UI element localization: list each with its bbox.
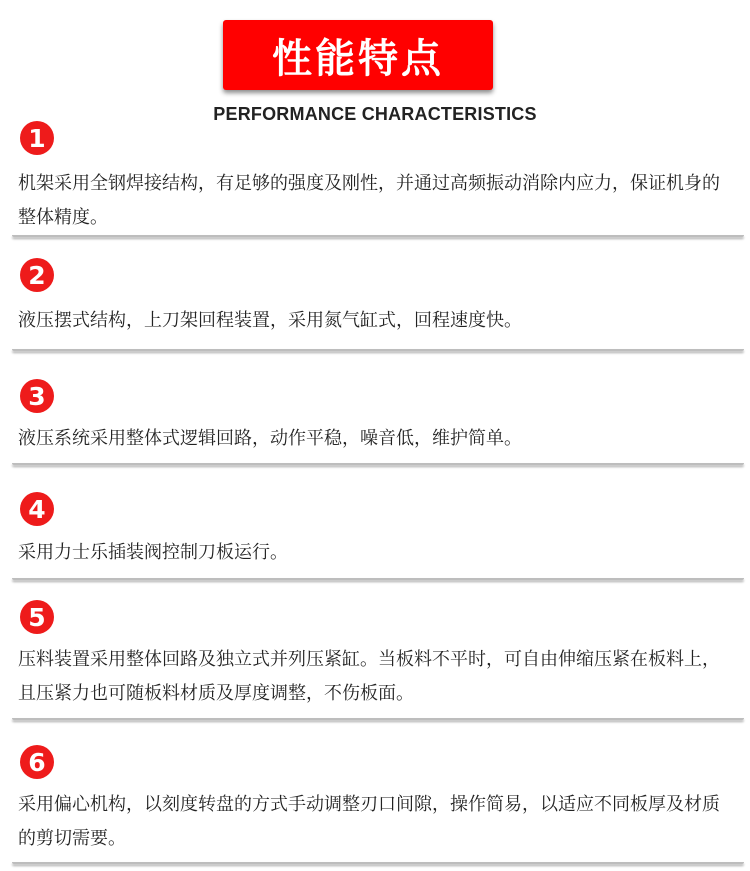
- number-5-icon: 5: [20, 600, 54, 634]
- page-subtitle: PERFORMANCE CHARACTERISTICS: [213, 104, 537, 124]
- divider: [12, 463, 744, 465]
- number-6-icon: 6: [20, 745, 54, 779]
- divider: [12, 349, 744, 351]
- divider: [12, 235, 744, 237]
- feature-text-3: 液压系统采用整体式逻辑回路，动作平稳，噪音低，维护简单。: [18, 428, 522, 449]
- title-banner: [223, 20, 493, 90]
- feature-text-6: 采用偏心机构，以刻度转盘的方式手动调整刃口间隙，操作简易，以适应不同板厚及材质的剪切需要。: [18, 794, 720, 849]
- divider: [12, 862, 744, 864]
- feature-text-4: 采用力士乐插装阀控制刀板运行。: [18, 542, 288, 563]
- divider: [12, 718, 744, 720]
- number-3-icon: 3: [20, 379, 54, 413]
- divider: [12, 578, 744, 580]
- number-2-icon: 2: [20, 258, 54, 292]
- number-4-icon: 4: [20, 492, 54, 526]
- number-1-icon: 1: [20, 121, 54, 155]
- feature-text-1: 机架采用全钢焊接结构，有足够的强度及刚性，并通过高频振动消除内应力，保证机身的整体精度。: [18, 173, 720, 228]
- page-title: 性能特点: [272, 35, 444, 82]
- feature-text-2: 液压摆式结构，上刀架回程装置，采用氮气缸式，回程速度快。: [18, 310, 522, 331]
- feature-text-5: 压料装置采用整体回路及独立式并列压紧缸。当板料不平时，可自由伸缩压紧在板料上，且压紧力也可随板料材质及厚度调整，不伤板面。: [18, 649, 720, 704]
